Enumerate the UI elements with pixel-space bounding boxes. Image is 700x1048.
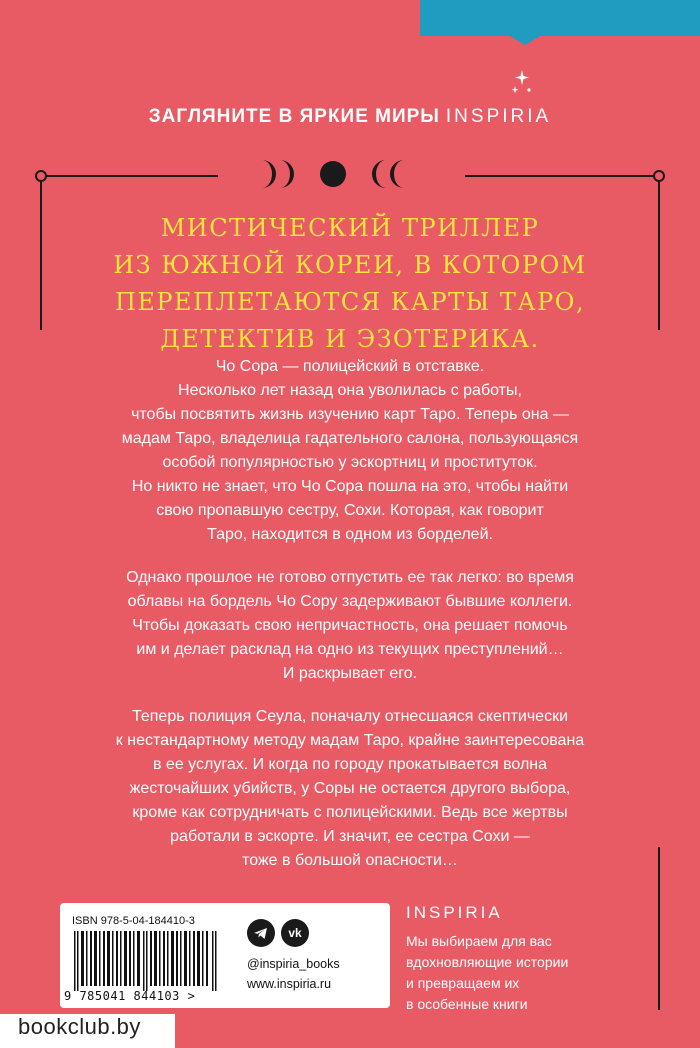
publisher-name: INSPIRIA xyxy=(406,903,503,922)
social-handle: @inspiria_books xyxy=(247,957,340,971)
synopsis-line: свою пропавшую сестру, Сохи. Которая, как говорит xyxy=(156,502,544,519)
synopsis-line: к нестандартному методу мадам Таро, крайне заинтересована xyxy=(115,732,585,749)
publisher-slogan-line: вдохновляющие истории xyxy=(406,954,569,970)
telegram-icon xyxy=(247,919,275,947)
synopsis-line: Чо Сора — полицейский в отставке. xyxy=(215,358,485,375)
publisher-slogan-line: в особенные книги xyxy=(406,996,528,1012)
watermark xyxy=(0,1014,175,1048)
synopsis-line: кроме как сотрудничать с полицейскими. Ведь все жертвы xyxy=(132,804,568,821)
synopsis-line: И раскрывает его. xyxy=(282,665,418,682)
synopsis-line: Таро, находится в одном из борделей. xyxy=(207,526,493,543)
isbn-text: ISBN 978-5-04-184410-3 xyxy=(72,915,195,927)
top-ribbon xyxy=(420,0,700,36)
headline xyxy=(0,210,700,358)
barcode-panel xyxy=(60,903,390,1008)
ribbon-notch xyxy=(0,36,700,46)
barcode-icon xyxy=(72,931,222,991)
synopsis-line: Несколько лет назад она уволилась с работы, xyxy=(178,382,522,399)
synopsis-line: особой популярностью у эскортниц и проституток. xyxy=(162,454,538,471)
synopsis-line: Теперь полиция Сеула, поначалу отнесшаяся скептически xyxy=(131,708,568,725)
social-icons xyxy=(247,919,309,953)
synopsis-line: работали в эскорте. И значит, ее сестра Сохи — xyxy=(170,828,530,845)
tagline-brand: INSPIRIA xyxy=(445,106,552,127)
headline-line: МИСТИЧЕСКИЙ ТРИЛЛЕР xyxy=(160,214,540,242)
publisher-slogan-line: и превращаем их xyxy=(406,975,520,991)
synopsis-line: чтобы посвятить жизнь изучению карт Таро. Теперь она — xyxy=(131,406,569,423)
tagline xyxy=(0,106,700,128)
watermark-text: bookclub.by xyxy=(18,1014,141,1039)
synopsis xyxy=(60,355,640,892)
barcode-digits: 9 785041 844103 > xyxy=(64,989,196,1003)
synopsis-paragraph xyxy=(60,355,640,547)
synopsis-line: Однако прошлое не готово отпустить ее так легко: во время xyxy=(126,569,574,586)
headline-line: ИЗ ЮЖНОЙ КОРЕИ, В КОТОРОМ xyxy=(113,251,587,279)
synopsis-paragraph xyxy=(60,705,640,873)
synopsis-paragraph xyxy=(60,566,640,686)
sparkle-icon xyxy=(508,68,536,98)
website-url: www.inspiria.ru xyxy=(247,977,332,991)
synopsis-line: Но никто не знает, что Чо Сора пошла на это, чтобы найти xyxy=(131,478,569,495)
synopsis-line: Чтобы доказать свою непричастность, она решает помочь xyxy=(132,617,568,634)
headline-line: ДЕТЕКТИВ И ЭЗОТЕРИКА. xyxy=(160,325,540,353)
synopsis-line: им и делает расклад на одно из текущих преступлений… xyxy=(136,641,564,658)
tagline-text: ЗАГЛЯНИТЕ В ЯРКИЕ МИРЫ xyxy=(148,106,440,127)
headline-line: ПЕРЕПЛЕТАЮТСЯ КАРТЫ ТАРО, xyxy=(114,288,586,316)
vk-icon: vk xyxy=(281,919,309,947)
synopsis-line: облавы на бордель Чо Сору задерживают бывшие коллеги. xyxy=(127,593,573,610)
synopsis-line: в ее услугах. И когда по городу прокатывается волна xyxy=(152,756,548,773)
publisher-block xyxy=(406,903,626,1015)
synopsis-line: мадам Таро, владелица гадательного салона, пользующаяся xyxy=(121,430,579,447)
synopsis-line: тоже в большой опасности… xyxy=(242,852,458,869)
publisher-slogan-line: Мы выбираем для вас xyxy=(406,933,552,949)
moon-phases-icon xyxy=(258,156,408,192)
synopsis-line: жесточайших убийств, у Соры не остается другого выбора, xyxy=(129,780,571,797)
